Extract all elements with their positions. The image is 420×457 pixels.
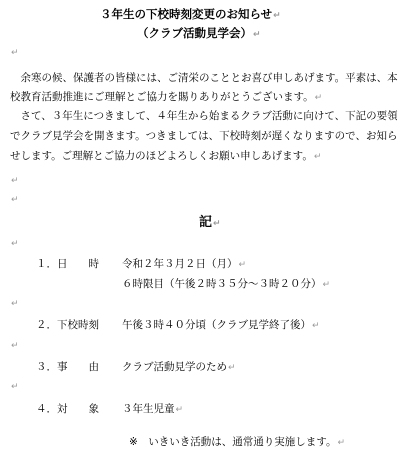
paragraph-mark-icon: ↵: [313, 152, 322, 162]
paragraph-mark-icon: ↵: [11, 176, 19, 186]
paragraph-mark-icon: ↵: [11, 195, 19, 205]
body-line: せします。ご理解とご協力のほどよろしくお願い申しあげます。↵: [10, 150, 322, 162]
paragraph-mark-icon: ↵: [11, 382, 19, 392]
paragraph-mark-icon: ↵: [213, 219, 221, 229]
item-value: 令和２年３月２日（月）↵: [122, 258, 247, 270]
empty-paragraph: [10, 174, 19, 186]
item-value: ６時限目（午後２時３５分～３時２０分）↵: [122, 278, 331, 290]
paragraph-mark-icon: ↵: [312, 321, 320, 331]
empty-paragraph: [10, 380, 19, 392]
empty-paragraph: [10, 193, 19, 205]
paragraph-mark-icon: ↵: [253, 30, 261, 40]
document-subtitle: （クラブ活動見学会）↵: [137, 26, 261, 40]
item-value: クラブ活動見学のため↵: [122, 361, 236, 373]
paragraph-mark-icon: ↵: [314, 93, 323, 103]
paragraph-mark-icon: ↵: [11, 299, 19, 309]
item-label: ４．対 象: [36, 403, 99, 415]
paragraph-mark-icon: ↵: [337, 438, 346, 448]
paragraph-mark-icon: ↵: [273, 11, 281, 21]
paragraph-mark-icon: ↵: [11, 341, 19, 351]
body-line: でクラブ見学会を開きます。つきましては、下校時刻が遅くなりますので、お知ら: [10, 130, 398, 142]
item-value: ３年生児童↵: [122, 403, 184, 415]
body-line: 校教育活動推進にご理解とご協力を賜りありがとうございます。↵: [10, 91, 323, 103]
empty-paragraph: [10, 46, 19, 58]
document-title: ３年生の下校時刻変更のお知らせ↵: [100, 7, 281, 21]
item-label: ２．下校時刻: [36, 319, 99, 331]
item-label: ３．事 由: [36, 361, 99, 373]
ki-heading: 記↵: [199, 215, 221, 230]
empty-paragraph: [10, 237, 19, 249]
paragraph-mark-icon: ↵: [175, 405, 184, 415]
empty-paragraph: [10, 339, 19, 351]
paragraph-mark-icon: ↵: [238, 260, 247, 270]
paragraph-mark-icon: ↵: [228, 363, 236, 373]
empty-paragraph: [10, 297, 19, 309]
item-value: 午後３時４０分頃（クラブ見学終了後）↵: [122, 319, 320, 331]
paragraph-mark-icon: ↵: [11, 239, 19, 249]
body-line: さて、３年生につきまして、４年生から始まるクラブ活動に向けて、下記の要領: [10, 110, 398, 122]
paragraph-mark-icon: ↵: [11, 48, 19, 58]
paragraph-mark-icon: ↵: [322, 280, 331, 290]
note-line: ※ いきいき活動は、通常通り実施します。↵: [129, 436, 346, 448]
item-label: １．日 時: [36, 258, 99, 270]
body-line: 余寒の候、保護者の皆様には、ご清栄のこととお喜び申しあげます。平素は、本: [10, 72, 398, 84]
